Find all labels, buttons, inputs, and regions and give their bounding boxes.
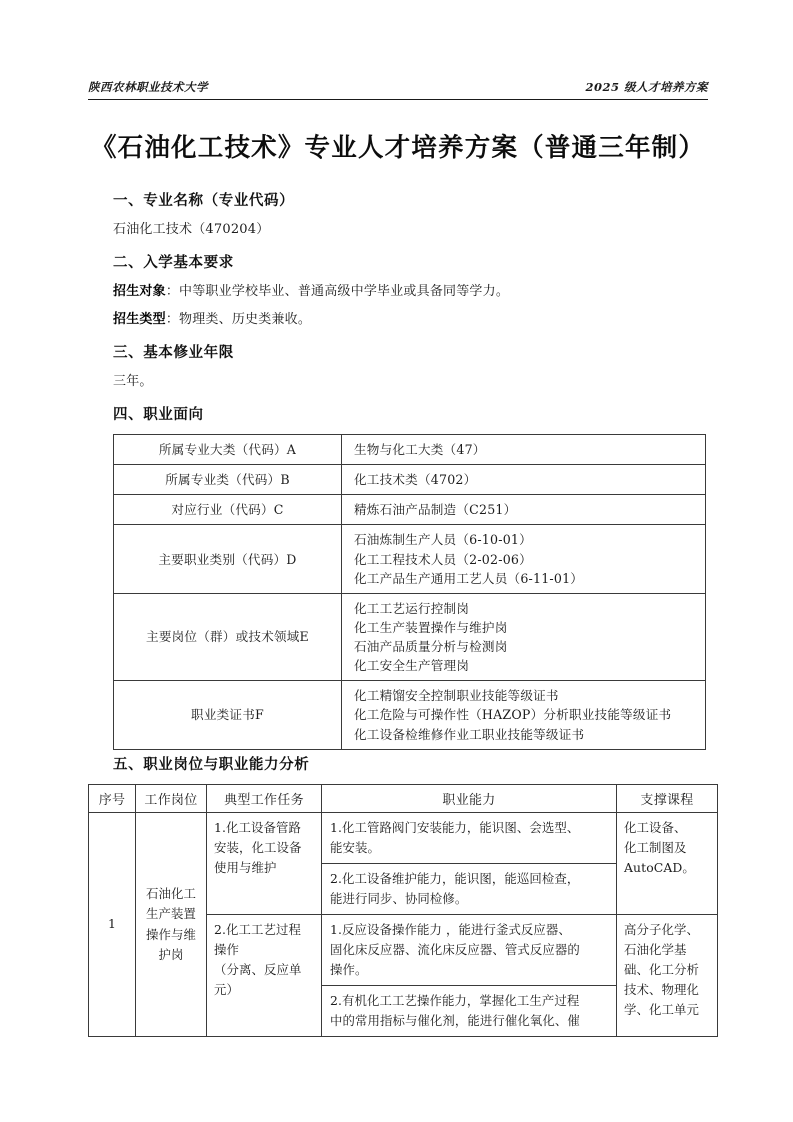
value-line: 化工安全生产管理岗 bbox=[354, 658, 470, 674]
course-line: AutoCAD。 bbox=[624, 859, 695, 875]
task-line: 使用与维护 bbox=[214, 859, 277, 875]
task-lines bbox=[214, 920, 314, 1000]
career-orientation-table bbox=[113, 434, 706, 750]
post-line: 护岗 bbox=[158, 946, 184, 962]
table-row bbox=[89, 812, 718, 863]
value-line: 化工生产装置操作与维护岗 bbox=[354, 619, 508, 635]
column-header-task: 典型工作任务 bbox=[207, 784, 322, 812]
competency-item bbox=[322, 914, 617, 985]
competency-line: 2.化工设备维护能力，能识图，能巡回检查， bbox=[330, 870, 580, 886]
course-line: 高分子化学、 bbox=[624, 921, 699, 937]
admission-type-text: ：物理类、历史类兼收。 bbox=[165, 311, 312, 327]
competency-item bbox=[322, 986, 617, 1037]
page-title: 《石油化工技术》专业人才培养方案（普通三年制） bbox=[90, 133, 706, 163]
competency-lines bbox=[330, 818, 608, 858]
supporting-course bbox=[617, 812, 718, 914]
section-heading-2: 二、入学基本要求 bbox=[113, 254, 234, 271]
competency-item bbox=[322, 863, 617, 914]
career-label: 主要职业类别（代码）D bbox=[114, 525, 342, 593]
competency-line: 能安装。 bbox=[330, 839, 380, 855]
course-line: 技术、物理化 bbox=[624, 982, 699, 998]
plan-year-label: 2025 级人才培养方案 bbox=[585, 80, 708, 94]
institution-name: 陕西农林职业技术大学 bbox=[88, 80, 208, 94]
section-heading-3: 三、基本修业年限 bbox=[113, 345, 234, 362]
competency-lines bbox=[330, 991, 608, 1031]
task-line: 元） bbox=[214, 982, 239, 998]
table-row bbox=[114, 495, 706, 525]
section-heading-4: 四、职业面向 bbox=[113, 407, 204, 424]
task-line: （分离、反应单 bbox=[214, 962, 302, 978]
section-heading-5: 五、职业岗位与职业能力分析 bbox=[113, 756, 310, 773]
row-number: 1 bbox=[89, 812, 136, 1037]
column-header-course: 支撑课程 bbox=[617, 784, 718, 812]
course-lines bbox=[624, 818, 710, 878]
competency-lines bbox=[330, 869, 608, 909]
job-competency-table bbox=[88, 784, 718, 1038]
section-3-body: 三年。 bbox=[113, 373, 153, 389]
admission-type bbox=[113, 310, 708, 330]
section-1-body: 石油化工技术（470204） bbox=[113, 221, 270, 237]
value-line: 化工产品生产通用工艺人员（6-11-01） bbox=[354, 570, 584, 586]
value-line: 化工危险与可操作性（HAZOP）分析职业技能等级证书 bbox=[354, 707, 672, 723]
post-line: 操作与维 bbox=[146, 926, 196, 942]
value-line: 化工工艺运行控制岗 bbox=[354, 600, 470, 616]
value-line: 化工精馏安全控制职业技能等级证书 bbox=[354, 688, 559, 704]
competency-item bbox=[322, 812, 617, 863]
admission-target-text: ：中等职业学校毕业、普通高级中学毕业或具备同等学力。 bbox=[165, 283, 510, 299]
table-row bbox=[114, 434, 706, 464]
document-body bbox=[98, 192, 708, 1037]
career-value bbox=[342, 593, 706, 681]
course-line: 学、化工单元 bbox=[624, 1002, 699, 1018]
career-label: 所属专业大类（代码）A bbox=[114, 434, 342, 464]
career-value bbox=[342, 525, 706, 593]
course-line: 化工设备、 bbox=[624, 819, 687, 835]
competency-line: 2.有机化工工艺操作能力，掌握化工生产过程 bbox=[330, 993, 580, 1009]
competency-line: 1.化工管路阀门安装能力，能识图、会选型、 bbox=[330, 819, 580, 835]
career-value bbox=[342, 434, 706, 464]
course-line: 石油化学基 bbox=[624, 942, 687, 958]
career-value bbox=[342, 681, 706, 749]
post-line: 生产装置 bbox=[146, 906, 196, 922]
column-header-no: 序号 bbox=[89, 784, 136, 812]
career-label: 主要岗位（群）或技术领域E bbox=[114, 593, 342, 681]
competency-line: 能进行同步、协同检修。 bbox=[330, 890, 468, 906]
career-value bbox=[342, 465, 706, 495]
course-line: 化工制图及 bbox=[624, 839, 687, 855]
column-header-post: 工作岗位 bbox=[136, 784, 207, 812]
table-row bbox=[114, 465, 706, 495]
value-line: 化工技术类（4702） bbox=[354, 472, 477, 488]
competency-line: 固化床反应器、流化床反应器、管式反应器的 bbox=[330, 942, 580, 958]
career-label: 职业类证书F bbox=[114, 681, 342, 749]
course-line: 础、化工分析 bbox=[624, 962, 699, 978]
value-line: 化工设备检维修作业工职业技能等级证书 bbox=[354, 726, 585, 742]
course-lines bbox=[624, 920, 710, 1020]
post-line: 石油化工 bbox=[146, 886, 196, 902]
admission-target bbox=[113, 282, 708, 302]
competency-line: 1.反应设备操作能力 ，能进行釜式反应器、 bbox=[330, 921, 571, 937]
competency-line: 操作。 bbox=[330, 962, 368, 978]
task-line: 安装，化工设备 bbox=[214, 839, 302, 855]
work-post bbox=[136, 812, 207, 1037]
section-heading-1: 一、专业名称（专业代码） bbox=[113, 193, 295, 209]
career-value bbox=[342, 495, 706, 525]
admission-type-label: 招生类型 bbox=[113, 311, 166, 327]
value-line: 生物与化工大类（47） bbox=[354, 441, 486, 457]
running-header bbox=[88, 70, 708, 100]
task-lines bbox=[214, 818, 314, 878]
value-line: 化工工程技术人员（2-02-06） bbox=[354, 551, 532, 567]
typical-task bbox=[207, 914, 322, 1036]
value-line: 石油产品质量分析与检测岗 bbox=[354, 639, 508, 655]
table-header-row bbox=[89, 784, 718, 812]
table-row bbox=[114, 525, 706, 593]
post-lines bbox=[140, 884, 202, 964]
column-header-ability: 职业能力 bbox=[322, 784, 617, 812]
admission-target-label: 招生对象 bbox=[113, 283, 166, 299]
competency-lines bbox=[330, 920, 608, 980]
typical-task bbox=[207, 812, 322, 914]
task-line: 2.化工工艺过程 bbox=[214, 921, 301, 937]
value-line: 石油炼制生产人员（6-10-01） bbox=[354, 532, 532, 548]
supporting-course bbox=[617, 914, 718, 1036]
task-line: 操作 bbox=[214, 942, 239, 958]
value-line: 精炼石油产品制造（C251） bbox=[354, 502, 517, 518]
competency-line: 中的常用指标与催化剂，能进行催化氧化、催 bbox=[330, 1013, 580, 1029]
task-line: 1.化工设备管路 bbox=[214, 819, 301, 835]
career-label: 所属专业类（代码）B bbox=[114, 465, 342, 495]
table-row bbox=[114, 593, 706, 681]
table-row bbox=[114, 681, 706, 749]
career-label: 对应行业（代码）C bbox=[114, 495, 342, 525]
